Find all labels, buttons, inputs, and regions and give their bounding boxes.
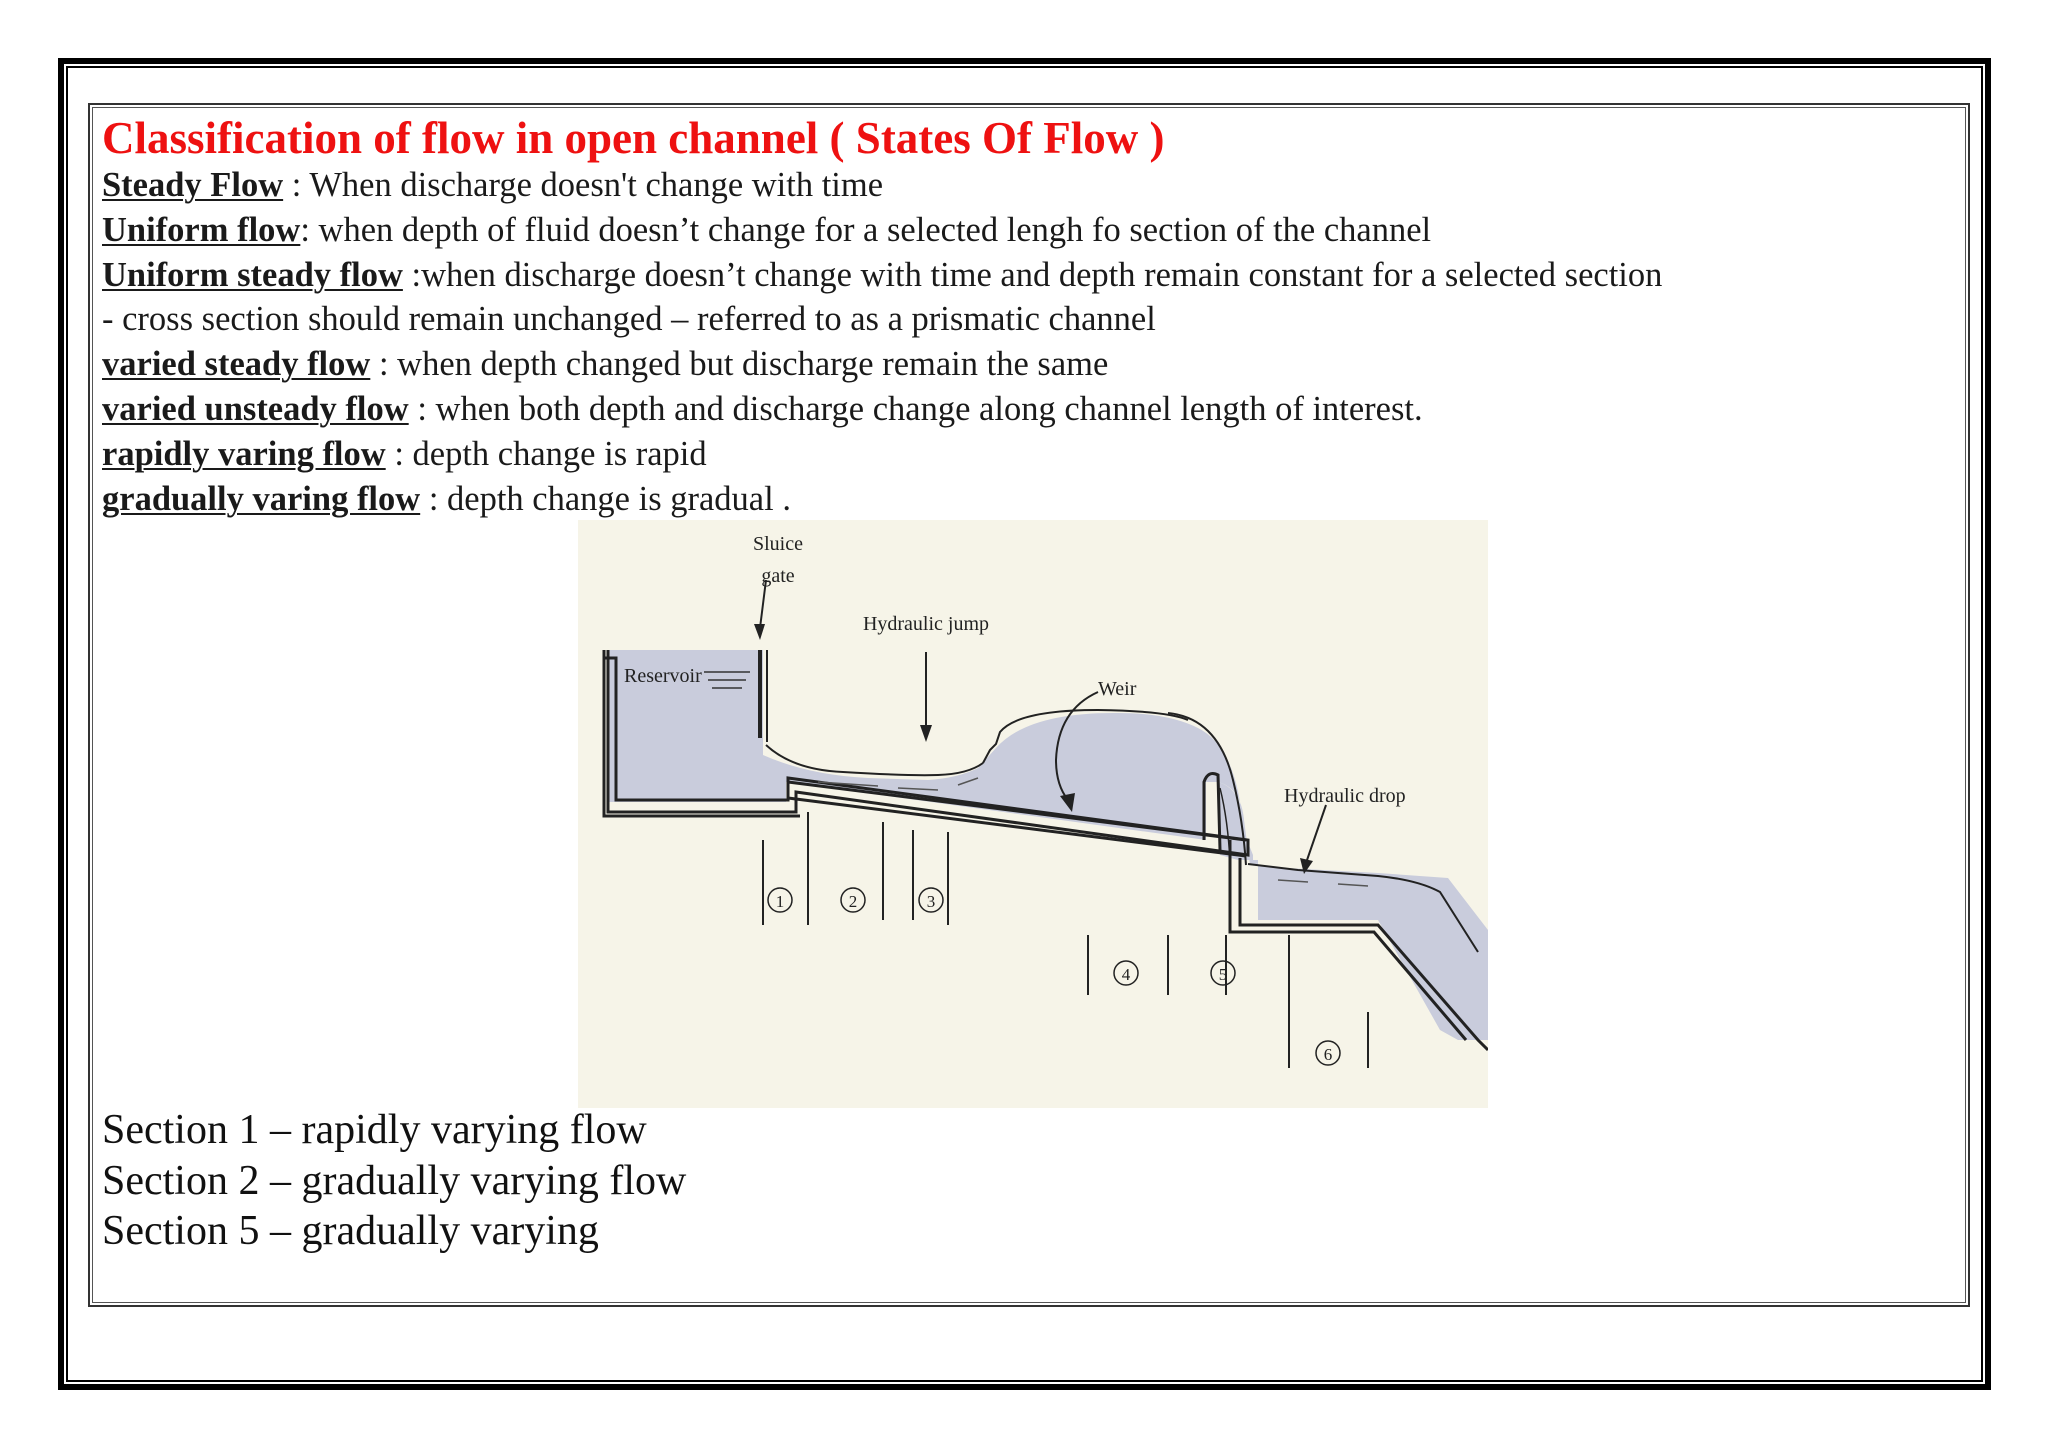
reservoir-label: Reservoir (624, 665, 702, 687)
section-note: Section 2 – gradually varying flow (102, 1157, 687, 1204)
definition-term: varied steady flow (102, 345, 371, 384)
section-number-5: 5 (1218, 965, 1228, 984)
section-note: Section 1 – rapidly varying flow (102, 1107, 647, 1153)
definition-text: : when both depth and discharge change along channel length of interest. (408, 389, 1423, 428)
sluice-gate-label-line2: gate (761, 565, 795, 587)
definition-term: varied unsteady flow (102, 389, 409, 428)
hydraulic-drop-label: Hydraulic drop (1284, 785, 1406, 807)
hydraulic-jump-label: Hydraulic jump (862, 613, 990, 635)
definition-item (102, 297, 1662, 342)
section-note: Section 5 – gradually varying (102, 1208, 599, 1254)
definition-text: : when depth of fluid doesn’t change for a selected lengh fo section of the channel (300, 210, 1432, 249)
definition-text: : depth change is rapid (385, 434, 707, 473)
definition-text: : depth change is gradual . (420, 479, 791, 518)
section-number-3: 3 (926, 892, 936, 911)
definition-text: : when depth changed but discharge remain the same (370, 345, 1109, 384)
sluice-gate-label-line1: Sluice (753, 533, 803, 555)
definition-term: Uniform steady flow (102, 255, 403, 294)
definition-item (102, 208, 1662, 253)
definition-term: Uniform flow (102, 210, 301, 249)
section-number-4: 4 (1121, 965, 1131, 984)
definition-item (102, 163, 1662, 208)
definition-item (102, 387, 1662, 432)
definition-term: rapidly varing flow (102, 434, 386, 473)
definitions-list (102, 163, 1662, 521)
section-number-6: 6 (1323, 1045, 1333, 1064)
page-title: Classification of flow in open channel ( States Of Flow ) (102, 113, 1165, 163)
section-notes-list (102, 1105, 686, 1257)
open-channel-flow-diagram (578, 520, 1488, 1108)
definition-text: - cross section should remain unchanged – referred to as a prismatic channel (102, 300, 1156, 339)
definition-text: :when discharge doesn’t change with time and depth remain constant for a selected section (402, 255, 1663, 294)
weir-label: Weir (1098, 678, 1137, 700)
definition-term: Steady Flow (102, 166, 284, 204)
section-number-2: 2 (848, 892, 858, 911)
section-number-1: 1 (775, 892, 785, 911)
definition-item (102, 342, 1662, 387)
definition-item (102, 253, 1662, 298)
definition-item (102, 477, 1662, 522)
definition-text: : When discharge doesn't change with time (283, 166, 884, 204)
definition-item (102, 432, 1662, 477)
definition-term: gradually varing flow (102, 479, 421, 518)
